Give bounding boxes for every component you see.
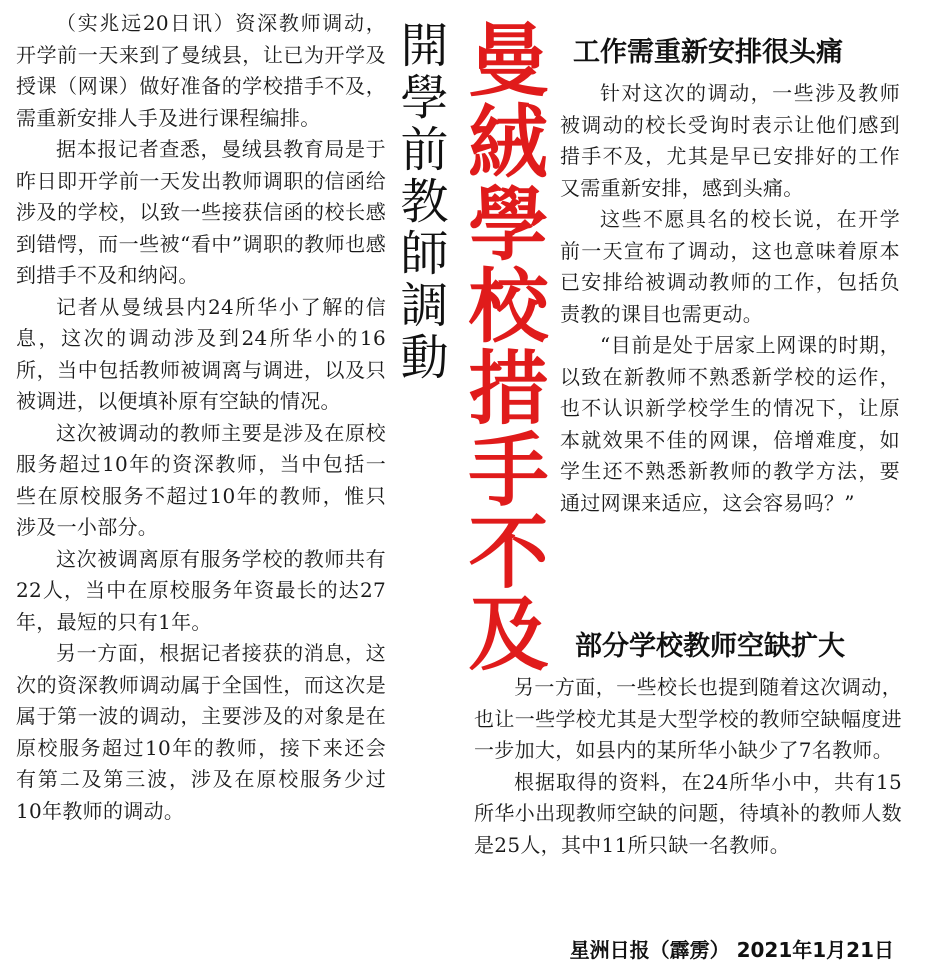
paragraph: 另一方面，根据记者接获的消息，这次的资深教师调动属于全国性，而这次是属于第一波的调动，主要涉及的对象是在原校服务超过10年的教师，接下来还会有第二及第三波，涉及在原校服务少过10年教师的调动。 [16,641,386,823]
paragraph: 记者从曼绒县内24所华小了解的信息，这次的调动涉及到24所华小的16所，当中包括教师被调离与调进，以及只被调进，以便填补原有空缺的情况。 [16,294,386,413]
paragraph: 根据取得的资料，在24所华小中，共有15所华小出现教师空缺的问题，待填补的教师人数是25人，其中11所只缺一名教师。 [474,769,902,857]
paragraph: 这次被调动的教师主要是涉及在原校服务超过10年的资深教师，当中包括一些在原校服务不超过10年的教师，惟只涉及一小部分。 [16,420,386,539]
quote-paragraph: “目前是处于居家上网课的时期，以致在新教师不熟悉新学校的运作，也不认识新学校学生的情况下，让原本就效果不佳的网课，倍增难度，如学生还不熟悉新教师的教学方法，要通过网课来适应，这会容易吗？” [560,333,900,515]
paragraph: 另一方面，一些校长也提到随着这次调动，也让一些学校尤其是大型学校的教师空缺幅度进一步加大，如县内的某所华小缺少了7名教师。 [474,675,902,762]
right-column-top [560,78,900,519]
right-column-bottom [474,672,902,861]
section-heading-1: 工作需重新安排很头痛 [573,37,843,68]
paragraph: 这些不愿具名的校长说，在开学前一天宣布了调动，这也意味着原本已安排给被调动教师的工作，包括负责教的课目也需更动。 [560,207,900,326]
paragraph: 针对这次的调动，一些涉及教师被调动的校长受询时表示让他们感到措手不及，尤其是早已安排好的工作又需重新安排，感到头痛。 [560,81,900,200]
paragraph: （实兆远20日讯）资深教师调动，开学前一天来到了曼绒县，让已为开学及授课（网课）做好准备的学校措手不及，需重新安排人手及进行课程编排。 [16,11,386,130]
headline: 曼絨學校措手不及 [455,18,548,674]
source-credit: 星洲日报（霹雳） 2021年1月21日 [569,938,894,962]
paragraph: 这次被调离原有服务学校的教师共有22人，当中在原校服务年资最长的达27年，最短的只有1年。 [16,546,386,634]
paragraph: 据本报记者查悉，曼绒县教育局是于昨日即开学前一天发出教师调职的信函给涉及的学校，以致一些接获信函的校长感到错愕，而一些被“看中”调职的教师也感到措手不及和纳闷。 [16,137,386,287]
kicker-title: 開學前教師調動 [392,20,448,384]
left-column [16,8,386,827]
section-heading-2: 部分学校教师空缺扩大 [575,631,845,662]
